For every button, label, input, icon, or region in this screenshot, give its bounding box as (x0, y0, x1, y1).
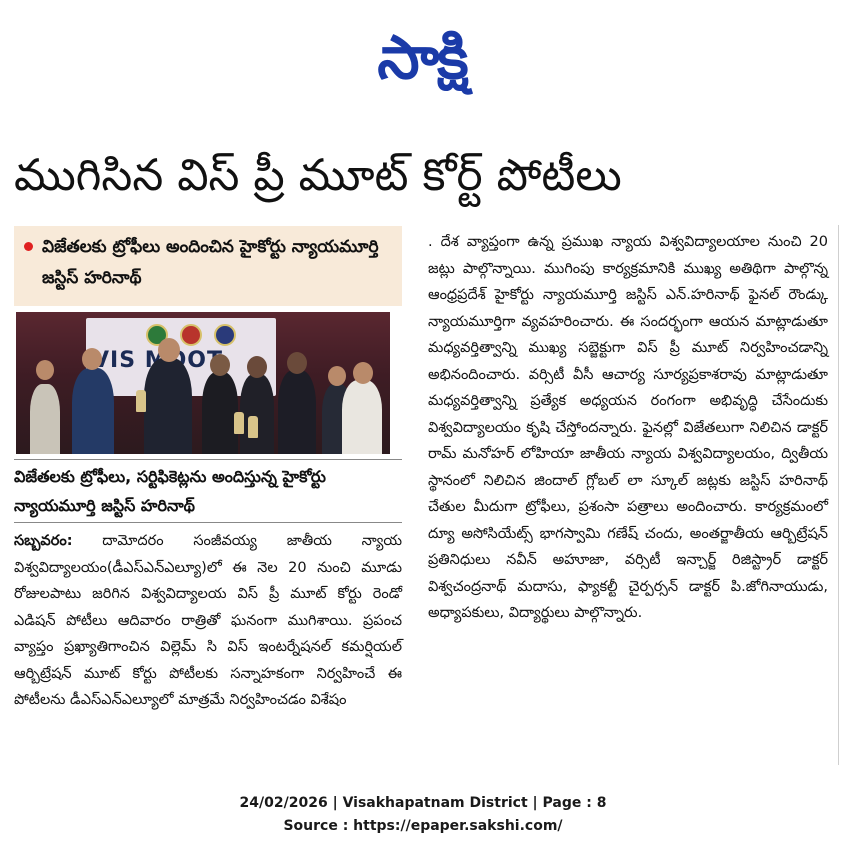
highlight-box (14, 226, 402, 306)
trophy-icon (234, 412, 244, 434)
person-head (353, 362, 373, 384)
page-footer (0, 792, 846, 838)
person (72, 368, 114, 454)
banner-text: VIS MOOT (92, 348, 224, 373)
person-head (287, 352, 307, 374)
article-headline: ముగిసిన విస్ ప్రీ మూట్ కోర్ట్ పోటీలు (14, 150, 622, 201)
article-photo (16, 312, 390, 454)
newspaper-logo: సాక్షి (377, 23, 467, 93)
person-head (210, 354, 230, 376)
person-head (328, 366, 346, 386)
person (278, 370, 316, 454)
person (202, 372, 238, 454)
column-divider (838, 225, 839, 765)
highlight-text: విజేతలకు ట్రోఫీలు అందించిన హైకోర్టు న్యాయమూర్తి జస్టిస్ హరినాథ్ (42, 237, 379, 288)
article-body-left (14, 528, 402, 714)
edition-line: 24/02/2026 | Visakhapatnam District | Page : 8 (239, 795, 607, 811)
event-seal-icon (180, 324, 202, 346)
partner-seal-icon (214, 324, 236, 346)
person-head (158, 338, 180, 362)
dateline: సబ్బవరం: (14, 533, 73, 549)
bullet-icon (24, 242, 33, 251)
photo-caption: విజేతలకు ట్రోఫీలు, సర్టిఫికెట్లను అందిస్తున్న హైకోర్టు న్యాయమూర్తి జస్టిస్ హరినాథ్ (14, 459, 402, 523)
person-head (82, 348, 102, 370)
body-text-left: దామోదరం సంజీవయ్య జాతీయ న్యాయ విశ్వవిద్యాలయం(డీఎస్ఎన్ఎల్యూ)లో ఈ నెల 20 నుంచి మూడు రోజులపాటు జరిగిన విశ్వవిద్యాలయ విస్ ప్రీ మూట్ కోర్టు రెండో ఎడిషన్ పోటీలు ఆదివారం రాత్రితో ఘనంగా ముగిశాయి. ప్రపంచ వ్యాప్తం ప్రఖ్యాతిగాంచిన విల్లెమ్ సి విస్ ఇంటర్నేషనల్ కమర్షియల్ ఆర్బిట్రేషన్ మూట్ కోర్టు పోటీలకు సన్నాహకంగా నిర్వహించే ఈ పోటీలను డీఎస్ఎన్ఎల్యూలో మాత్రమే నిర్వహించడం విశేషం (14, 533, 402, 708)
person-head (36, 360, 54, 380)
person-head (247, 356, 267, 378)
source-line: Source : https://epaper.sakshi.com/ (283, 818, 563, 834)
person (240, 374, 274, 454)
article-body-right: . దేశ వ్యాప్తంగా ఉన్న ప్రముఖ న్యాయ విశ్వవిద్యాలయాల నుంచి 20 జట్లు పాల్గొన్నాయి. ముగింపు కార్యక్రమానికి ముఖ్య అతిథిగా పాల్గొన్న ఆంధ్రప్రదేశ్ హైకోర్టు న్యాయమూర్తి జస్టిస్ ఎన్.హరినాథ్ ఫైనల్ రౌండ్కు న్యాయమూర్తిగా వ్యవహరించారు. ఈ సందర్భంగా ఆయన మాట్లాడుతూ మధ్యవర్తిత్వాన్ని ముఖ్య సబ్జెక్టుగా విస్ ప్రీ మూట్ నిర్వహించడాన్ని అభినందించారు. వర్సిటీ వీసీ ఆచార్య సూర్యప్రకాశరావు మాట్లాడుతూ మధ్యవర్తిత్వాన్ని ప్రత్యేక అధ్యయన రంగంగా అభివృద్ధి చేసేందుకు విశ్వవిద్యాలయం కృషి చేస్తోందన్నారు. ఫైనల్లో విజేతలుగా నిలిచిన డాక్టర్ రామ్ మనోహర్ లోహియా జాతీయ న్యాయ విశ్వవిద్యాలయం, ద్వితీయ స్థానంలో నిలిచిన జిందాల్ గ్లోబల్ లా స్కూల్ జట్లకు జస్టిస్ హరినాథ్ చేతుల మీదుగా ట్రోఫీలు, ప్రశంసా పత్రాలు అందించారు. కార్యక్రమంలో ద్యూ అసోసియేట్స్ భాగస్వామి గణేష్ చందు, అంతర్జాతీయ ఆర్బిట్రేషన్ ప్రతినిధులు నవీన్ అహూజా, వర్సిటీ ఇన్చార్జ్ రిజిస్ట్రార్ డాక్టర్ విశ్వచంద్రనాథ్ మదాసు, ఫ్యాకల్టీ చైర్పర్సన్ డాక్టర్ పి.జోగినాయుడు, అధ్యాపకులు, విద్యార్థులు పాల్గొన్నారు. (428, 234, 828, 621)
person (30, 384, 60, 454)
person (144, 358, 192, 454)
trophy-icon (136, 390, 146, 412)
trophy-icon (248, 416, 258, 438)
person (342, 380, 382, 454)
